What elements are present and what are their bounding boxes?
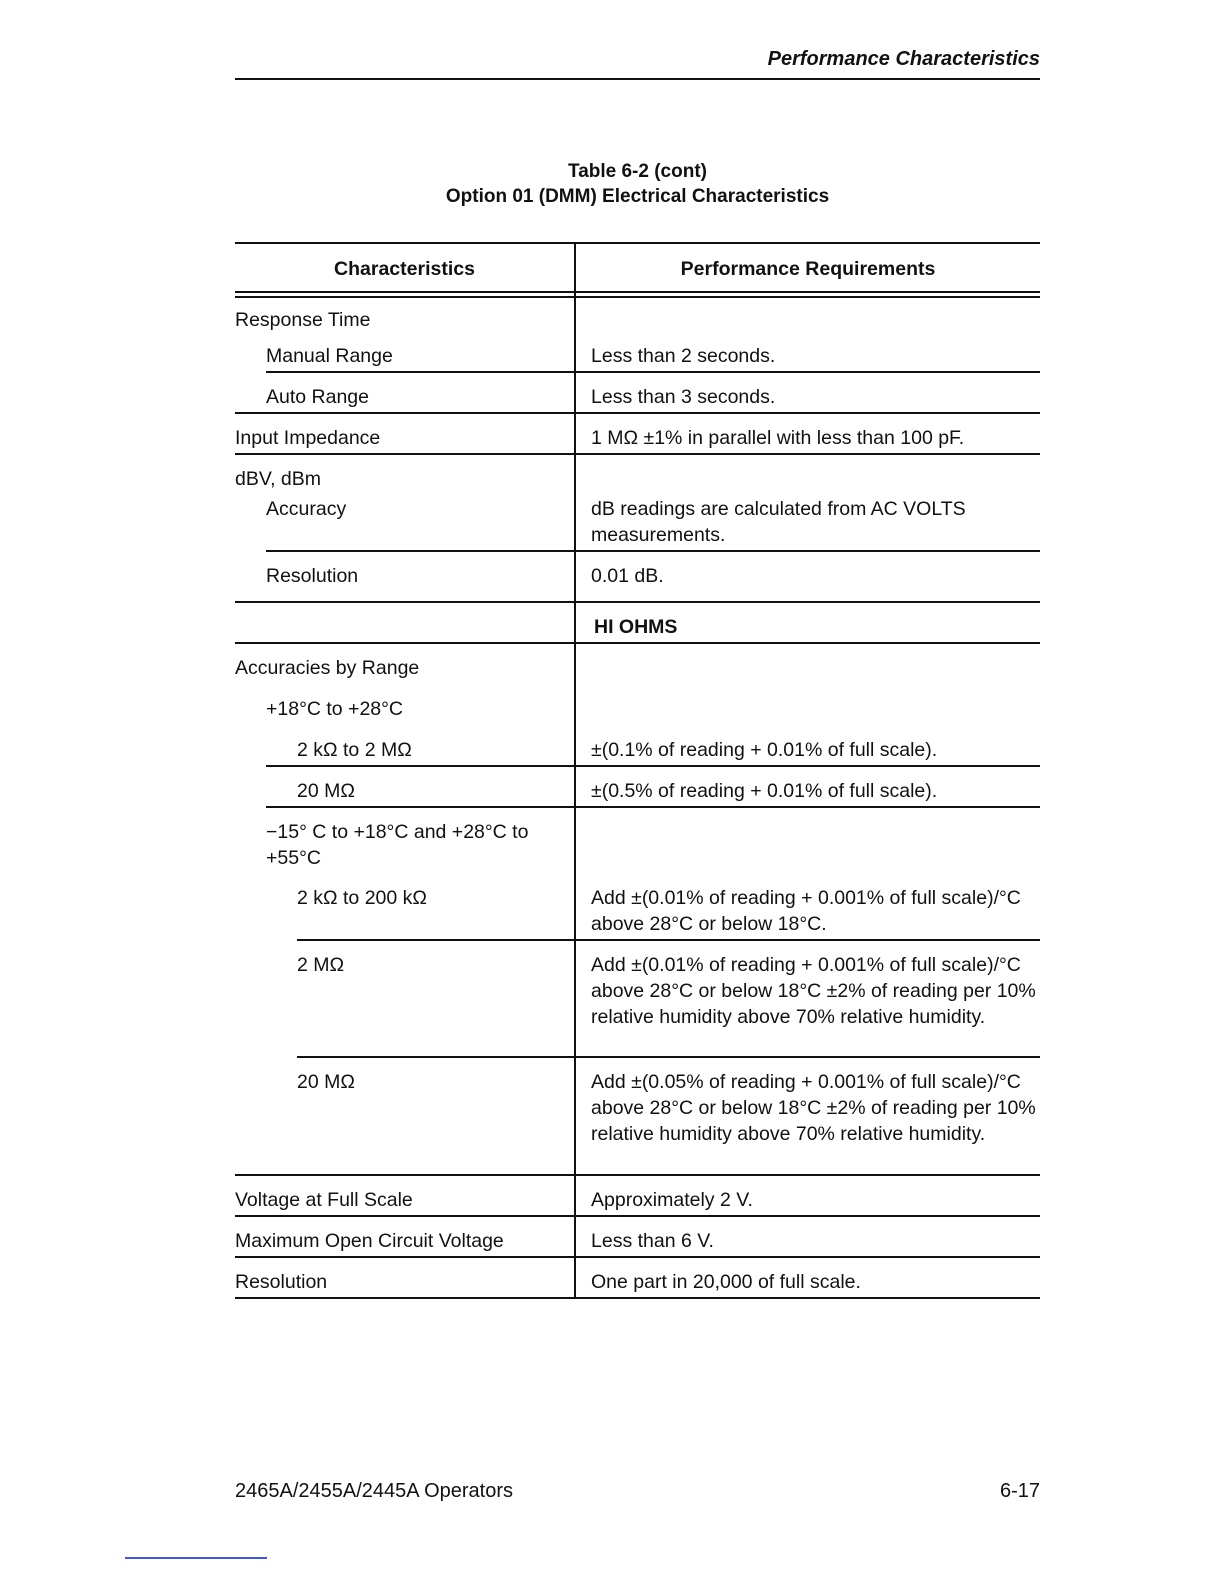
row-label: dBV, dBm	[235, 468, 321, 490]
row-value: ±(0.5% of reading + 0.01% of full scale).	[591, 780, 938, 802]
scan-mark	[125, 1557, 267, 1559]
table-subtitle: Option 01 (DMM) Electrical Characteristics	[445, 186, 830, 207]
row-value: 1 MΩ ±1% in parallel with less than 100 pF.	[591, 427, 965, 449]
rule	[235, 453, 1040, 455]
row-label: Accuracies by Range	[235, 657, 420, 679]
row-value: Less than 6 V.	[591, 1230, 714, 1252]
row-label: Maximum Open Circuit Voltage	[235, 1230, 504, 1252]
rule	[235, 1297, 1040, 1299]
row-label: 20 MΩ	[297, 780, 355, 802]
rule	[235, 1256, 1040, 1258]
row-value: dB readings are calculated from AC VOLTS measurements.	[591, 498, 966, 546]
section-heading: HI OHMS	[594, 616, 678, 638]
rule	[235, 1174, 1040, 1176]
row-label: Accuracy	[266, 498, 347, 520]
rule	[235, 296, 1040, 298]
row-label: 2 kΩ to 200 kΩ	[297, 887, 427, 909]
rule	[297, 939, 1040, 941]
row-value: Add ±(0.01% of reading + 0.001% of full scale)/°C above 28°C or below 18°C ±2% of reading per 10% relative humidity above 70% relative humidity.	[591, 954, 1036, 1028]
row-value: Less than 3 seconds.	[591, 386, 776, 408]
row-value: Add ±(0.01% of reading + 0.001% of full scale)/°C above 28°C or below 18°C.	[591, 887, 1021, 935]
rule	[266, 806, 1040, 808]
row-label: Input Impedance	[235, 427, 381, 449]
column-header-characteristics: Characteristics	[334, 258, 475, 280]
row-label: +18°C to +28°C	[266, 698, 404, 720]
column-divider	[574, 242, 576, 1299]
table-title: Table 6-2 (cont)	[568, 161, 707, 182]
rule	[235, 1215, 1040, 1217]
column-header-performance: Performance Requirements	[680, 258, 936, 280]
row-value: Add ±(0.05% of reading + 0.001% of full scale)/°C above 28°C or below 18°C ±2% of reading per 10% relative humidity above 70% relative humidity.	[591, 1071, 1036, 1145]
row-label: Resolution	[235, 1271, 328, 1293]
row-label: Auto Range	[266, 386, 369, 408]
footer-manual-title: 2465A/2455A/2445A Operators	[235, 1480, 513, 1502]
row-value: One part in 20,000 of full scale.	[591, 1271, 861, 1293]
row-value: Less than 2 seconds.	[591, 345, 776, 367]
running-header: Performance Characteristics	[235, 48, 1040, 80]
rule	[266, 371, 1040, 373]
rule	[266, 765, 1040, 767]
row-label: Voltage at Full Scale	[235, 1189, 413, 1211]
row-value: Approximately 2 V.	[591, 1189, 753, 1211]
row-value: ±(0.1% of reading + 0.01% of full scale).	[591, 739, 938, 761]
page-number: 6-17	[999, 1480, 1040, 1502]
row-value: 0.01 dB.	[591, 565, 664, 587]
rule	[266, 550, 1040, 552]
row-label: −15° C to +18°C and +28°C to +55°C	[266, 821, 529, 869]
row-label: Manual Range	[266, 345, 393, 367]
rule	[235, 601, 1040, 603]
rule	[235, 642, 1040, 644]
row-label: 20 MΩ	[297, 1071, 355, 1093]
rule	[297, 1056, 1040, 1058]
row-label: Resolution	[266, 565, 359, 587]
row-label: 2 kΩ to 2 MΩ	[297, 739, 412, 761]
row-label: Response Time	[235, 309, 371, 331]
row-label: 2 MΩ	[297, 954, 345, 976]
rule	[235, 412, 1040, 414]
rule	[235, 242, 1040, 244]
rule	[235, 291, 1040, 293]
